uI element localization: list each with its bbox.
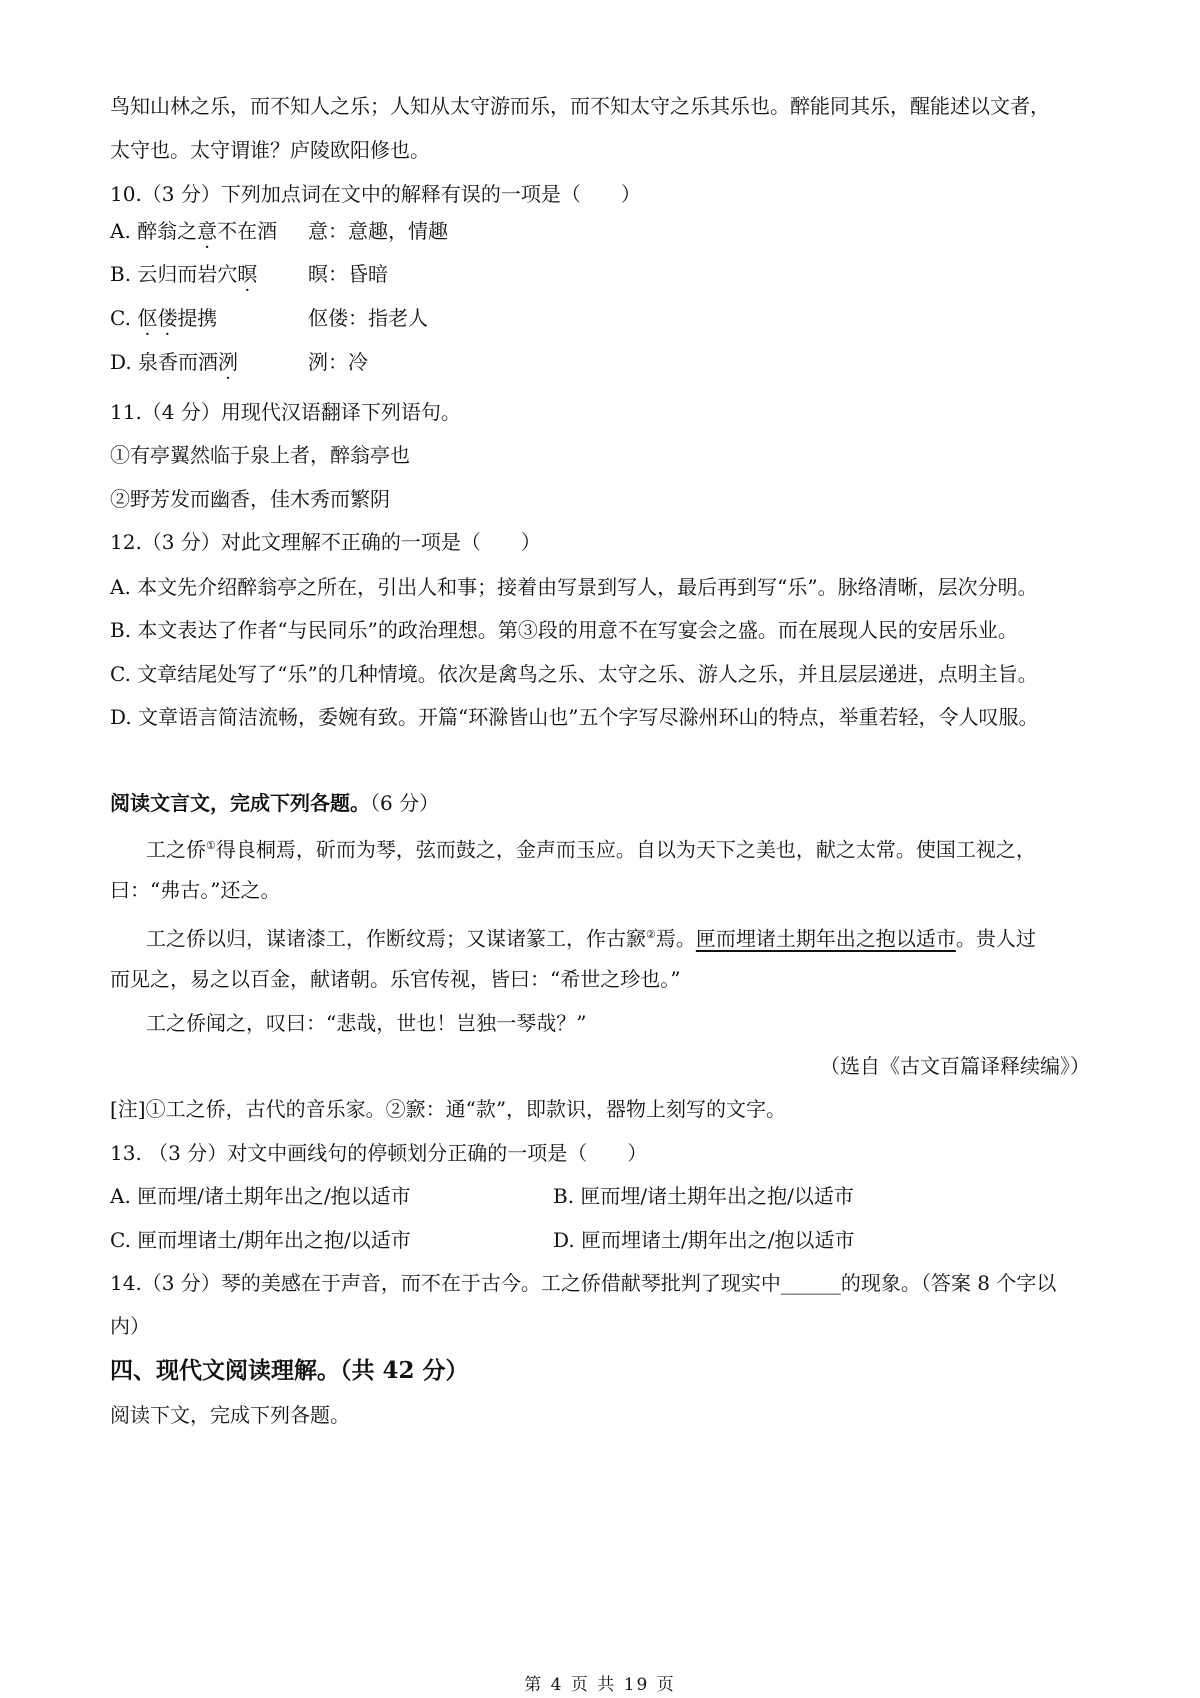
passage-p2-line2: 而见之，易之以百金，献诸朝。乐官传视，皆曰：“希世之珍也。” — [110, 967, 681, 991]
page-footer: 第 4 页 共 19 页 — [524, 1675, 676, 1695]
q11-sentence-2: ②野芳发而幽香，佳木秀而繁阴 — [110, 487, 390, 511]
q14-line1: 14.（3 分）琴的美感在于声音，而不在于古今。工之侨借献琴批判了现实中______的现象。（答案 8 个字以 — [110, 1271, 1057, 1295]
section4-intro: 阅读下文，完成下列各题。 — [110, 1403, 350, 1427]
passage-source: （选自《古文百篇译释续编》） — [820, 1054, 1090, 1078]
q10-option-d-explanation: 洌：冷 — [308, 350, 368, 374]
q12-option-b: B. 本文表达了作者“与民同乐”的政治理想。第③段的用意不在写宴会之盛。而在展现人民的安居乐业。 — [110, 618, 1018, 642]
q12-option-d: D. 文章语言简洁流畅，委婉有致。开篇“环滁皆山也”五个字写尽滁州环山的特点，举重若轻，令人叹服。 — [110, 705, 1039, 729]
dotted-char: 伛 — [137, 306, 158, 330]
underlined-sentence: 匣而埋诸土期年出之抱以适市 — [695, 926, 956, 951]
q13-stem: 13. （3 分）对文中画线句的停顿划分正确的一项是（ ） — [110, 1141, 648, 1165]
footnote-marker: ② — [646, 928, 656, 941]
q10-option-b: B. 云归而岩穴暝 — [110, 262, 258, 286]
footnote-marker: ① — [206, 839, 216, 852]
q13-option-c: C. 匣而埋诸土/期年出之抱/以适市 — [110, 1228, 411, 1252]
passage-end-line1: 鸟知山林之乐，而不知人之乐；人知从太守游而乐，而不知太守之乐其乐也。醉能同其乐，醒能述以文者， — [110, 94, 1050, 118]
dotted-char: 洌 — [218, 350, 239, 374]
q12-option-c: C. 文章结尾处写了“乐”的几种情境。依次是禽鸟之乐、太守之乐、游人之乐，并且层层递进，点明主旨。 — [110, 662, 1038, 686]
section4-heading: 四、现代文阅读理解。（共 42 分） — [110, 1357, 469, 1384]
passage-p1-line1: 工之侨①得良桐焉，斫而为琴，弦而鼓之，金声而玉应。自以为天下之美也，献之太常。使国工视之， — [146, 837, 1036, 862]
passage-note: [注]①工之侨，古代的音乐家。②窾：通“款”，即款识，器物上刻写的文字。 — [110, 1097, 787, 1121]
q10-option-c-explanation: 伛偻：指老人 — [308, 306, 428, 330]
dotted-char: 暝 — [237, 262, 258, 286]
q10-option-a: A. 醉翁之意不在酒 — [110, 219, 278, 243]
reading-section-heading: 阅读文言文，完成下列各题。（6 分） — [110, 791, 440, 815]
passage-p1-line2: 曰：“弗古。”还之。 — [110, 878, 281, 902]
q10-stem: 10.（3 分）下列加点词在文中的解释有误的一项是（ ） — [110, 182, 641, 206]
passage-p2-line1: 工之侨以归，谋诸漆工，作断纹焉；又谋诸篆工，作古窾②焉。匣而埋诸土期年出之抱以适市。贵人过 — [146, 926, 1036, 951]
q12-option-a: A. 本文先介绍醉翁亭之所在，引出人和事；接着由写景到写人，最后再到写“乐”。脉络清晰，层次分明。 — [110, 575, 1038, 599]
q10-option-b-explanation: 暝：昏暗 — [308, 262, 388, 286]
q11-sentence-1: ①有亭翼然临于泉上者，醉翁亭也 — [110, 443, 410, 467]
dotted-char: 意 — [197, 219, 218, 243]
dotted-char: 偻 — [157, 306, 178, 330]
q13-option-d: D. 匣而埋诸土/期年出之/抱以适市 — [553, 1228, 855, 1252]
q13-option-b: B. 匣而埋/诸土期年出之抱/以适市 — [553, 1184, 854, 1208]
q12-stem: 12.（3 分）对此文理解不正确的一项是（ ） — [110, 530, 541, 554]
q10-option-d: D. 泉香而酒洌 — [110, 350, 239, 374]
q11-stem: 11.（4 分）用现代汉语翻译下列语句。 — [110, 400, 461, 424]
q10-option-c: C. 伛偻提携 — [110, 306, 218, 330]
q13-option-a: A. 匣而埋/诸土期年出之/抱以适市 — [110, 1184, 411, 1208]
q14-line2: 内） — [110, 1314, 150, 1338]
q10-option-a-explanation: 意：意趣，情趣 — [308, 219, 448, 243]
passage-end-line2: 太守也。太守谓谁？庐陵欧阳修也。 — [110, 138, 430, 162]
passage-p3: 工之侨闻之，叹曰：“悲哉，世也！岂独一琴哉？” — [146, 1011, 587, 1035]
